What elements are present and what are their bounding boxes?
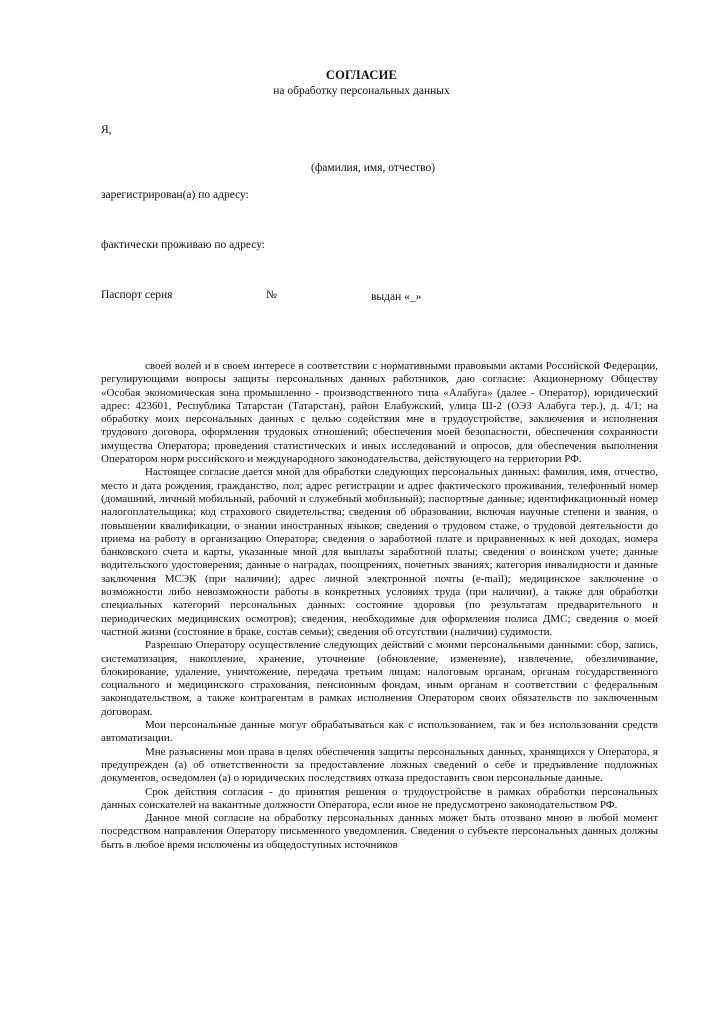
actual-address-label: фактически проживаю по адресу: xyxy=(101,239,266,251)
paragraph-rights: Мне разъяснены мои права в целях обеспечения защиты персональных данных, хранящихся у Оператора, я предупрежден (а) об ответственности за предоставление ложных сведений о себе и предъявление подложных документов, осведомлен (а) о юридических последствиях отказа предоставить свои персональные данные. xyxy=(101,745,658,785)
passport-issued-label: выдан «_» xyxy=(371,291,422,303)
i-label: Я, xyxy=(101,124,112,136)
fio-caption: (фамилия, имя, отчество) xyxy=(311,162,436,174)
paragraph-processing-means: Мои персональные данные могут обрабатываться как с использованием, так и без использования средств автоматизации. xyxy=(101,719,658,745)
paragraph-validity-term: Срок действия согласия - до принятия решения о трудоустройстве в рамках обработки персональных данных соискателей на вакантные должности Оператора, если иное не предусмотрено законодательством РФ. xyxy=(101,785,658,811)
passport-series-label: Паспорт серия xyxy=(101,289,173,301)
passport-number-label: № xyxy=(266,289,277,301)
document-title: СОГЛАСИЕ xyxy=(325,68,398,82)
paragraph-consent-purpose: своей волей и в своем интересе в соответствии с нормативными правовыми актами Российской Федерации, регулирующими вопросы защиты персональных данных работников, даю согласие: Акционерному Обществу «Особая экономическая зона промышленно - производственного типа «Алабуга» (далее - Оператор), юридический адрес: 423601, Республика Татарстан (Татарстан), район Елабужский, улица Ш-2 (ОЭЗ Алабуга тер.), д. 4/1; на обработку моих персональных данных с целью содействия мне в трудоустройстве, заключения и исполнения трудового договора, оформления трудовых отношений; обеспечения моей безопасности, обеспечения сохранности имущества Оператора; проведения статистических и иных исследований и опросов, для обеспечения выполнения Оператором норм российского и международного законодательства, действующего на территории РФ. xyxy=(101,360,658,466)
paragraph-data-list: Настоящее согласие дается мной для обработки следующих персональных данных: фамилия, имя, отчество, место и дата рождения, гражданство, пол; адрес регистрации и адрес фактического проживания, телефонный номер (домашний, личный мобильный, рабочий и служебный мобильный); паспортные данные; идентификационный номер налогоплательщика; код страхового свидетельства; сведения об образовании, включая научные степени и звания, о повышении квалификации, о знании иностранных языков; сведения о трудовом стаже, о трудовой деятельности до приема на работу в организацию Оператора; сведения о заработной плате и приравненных к ней доходах, номера банковского счета и карты, указанные мной для выплаты заработной платы; сведения о воинском учете; данные водительского удостоверения; данные о наградах, поощрениях, почетных званиях; категория инвалидности и данные заключения МСЭК (при наличии); адрес личной электронной почты (e-mail); медицинское заключение о возможности либо невозможности работы в конкретных условиях труда (при наличии), а также для обработки специальных категорий персональных данных: состояние здоровья (по результатам предварительного и периодических медицинских осмотров); сведения, необходимые для оформления полиса ДМС; сведения о моей частной жизни (состояние в браке, состав семьи); сведения об отсутствии (наличии) судимости. xyxy=(101,466,658,638)
paragraph-revocation: Данное мной согласие на обработку персональных данных может быть отозвано мною в любой момент посредством направления Оператору письменного уведомления. Сведения о субъекте персональных данных должны быть в любое время исключены из общедоступных источников xyxy=(101,812,658,851)
document-subtitle: на обработку персональных данных xyxy=(273,85,450,97)
consent-body xyxy=(101,360,658,852)
registered-address-label: зарегистрирован(а) по адресу: xyxy=(101,189,249,201)
paragraph-permitted-actions: Разрешаю Оператору осуществление следующих действий с моими персональными данными: сбор, запись, систематизация, накопление, хранение, уточнение (обновление, изменение), извлечение, обезличивание, блокирование, удаление, уничтожение, передача третьим лицам: налоговым органам, органам государственного социального и медицинского страхования, пенсионным фондам, иным органам в соответствии с федеральным законодательством, а также контрагентам в рамках исполнения Оператором своих обязательств по заключенным договорам. xyxy=(101,639,658,718)
